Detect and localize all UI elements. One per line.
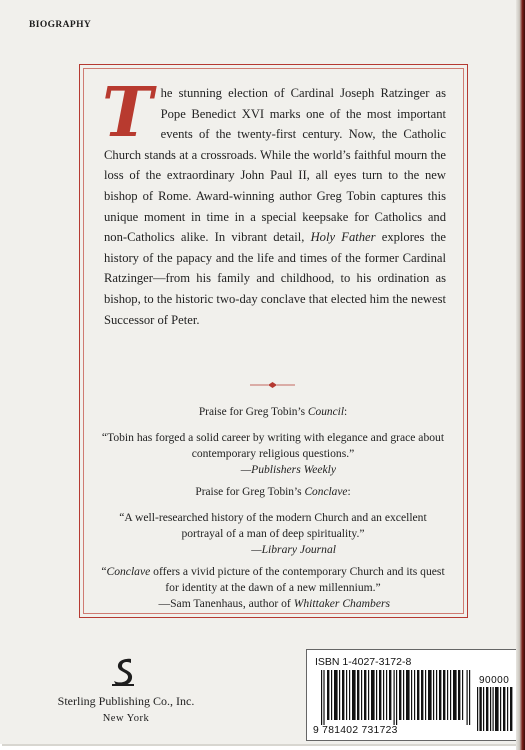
praise-quote-library-journal <box>100 510 446 558</box>
quote-text: “Conclave offers a vivid picture of the contemporary Church and its quest for identity at the dawn of a new millennium.” <box>101 565 445 594</box>
quote-text: “Tobin has forged a solid career by writing with elegance and grace about contemporary religious questions.” <box>101 431 445 460</box>
praise-heading-council <box>100 404 446 420</box>
publisher-imprint <box>38 693 214 727</box>
blurb-segment-3: explores the history of the papacy and the life and times of the former Cardinal Ratzinger—from his family and childhood, to his ordination as bishop, to the historic two-day conclave that elected him the newest Successor of Peter. <box>104 230 446 327</box>
praise-heading-conclave <box>100 484 446 500</box>
isbn-label: ISBN 1-4027-3172-8 <box>315 656 412 668</box>
spine-edge <box>516 0 525 750</box>
praise-heading-prefix: Praise for Greg Tobin’s <box>195 486 305 498</box>
quote-book-title: Conclave <box>106 565 151 578</box>
quote-source-title: Whittaker Chambers <box>293 597 390 610</box>
quote-source <box>100 542 446 558</box>
praise-heading-suffix: : <box>344 406 348 418</box>
quote-source-name: —Publishers Weekly <box>240 463 336 476</box>
quote-rest: offers a vivid picture of the contemporary Church and its quest for identity at the dawn of a new millennium.” <box>150 565 445 594</box>
quote-source-prefix: —Sam Tanenhaus, author of <box>158 597 294 610</box>
drop-cap: T <box>102 73 153 153</box>
publisher-name: Sterling Publishing Co., Inc. <box>57 694 195 708</box>
ean-digits: 9 781402 731723 <box>313 725 398 736</box>
price-code: 90000 <box>479 675 510 686</box>
category-label: BIOGRAPHY <box>29 20 92 30</box>
quote-source <box>100 462 446 478</box>
praise-heading-title: Council <box>307 406 344 418</box>
blurb-text <box>102 73 446 330</box>
quote-text: “A well-researched history of the modern Church and an excellent portrayal of a man of deep spirituality.” <box>119 511 427 540</box>
praise-quote-publishers-weekly <box>100 430 446 478</box>
publisher-city: New York <box>102 713 150 724</box>
blurb-segment-1: he stunning election of Cardinal Joseph Ratzinger as Pope Benedict XVI marks one of the most important events of the twenty-first century. Now, the Catholic Church stands at a crossroads. While the world’s faithful mourn the loss of the extraordinary John Paul II, all eyes turn to the new bishop of Rome. Award-winning author Greg Tobin captures this unique moment in time in a special keepsake for Catholics and non-Catholics alike. In vibrant detail, <box>104 86 446 245</box>
quote-source-name: —Library Journal <box>251 543 336 556</box>
praise-heading-suffix: : <box>347 486 351 498</box>
praise-heading-prefix: Praise for Greg Tobin’s <box>198 406 308 418</box>
ornament-divider-icon <box>250 381 295 389</box>
sterling-s-logo-icon <box>111 657 137 687</box>
book-title-holy-father: Holy Father <box>310 230 376 245</box>
quote-source <box>100 596 446 612</box>
ean-barcode-icon <box>321 670 471 725</box>
blurb-paragraph <box>102 73 446 330</box>
barcode-panel <box>306 649 517 741</box>
praise-heading-title: Conclave <box>304 486 348 498</box>
praise-quote-tanenhaus <box>100 564 446 612</box>
price-addon-barcode-icon <box>477 687 513 731</box>
